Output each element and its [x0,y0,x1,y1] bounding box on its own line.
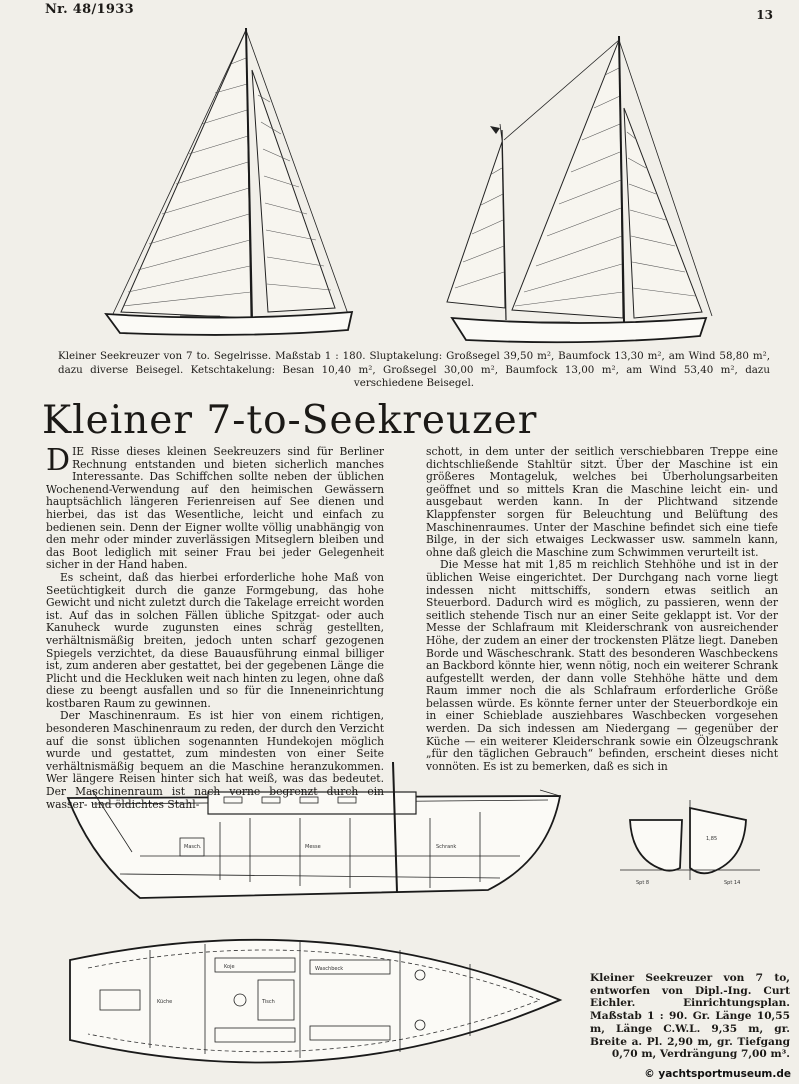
article-title: Kleiner 7-to-Seekreuzer [42,398,538,443]
paragraph-seaworthiness: Es scheint, daß das hierbei erforderliche hohe Maß von Seetüchtigkeit durch die ganze Formgebung, das hohe Gewicht und nicht zuletzt durch die Takelage erreicht worden ist. Auf das in solchen Fällen übliche Spitzgat- oder auch Kanuheck wurde zugunsten eines schräg gestellten, verhältnismäßig breiten, jedoch unten scharf gezogenen Spiegels verzichtet, da diese Bauausführung einmal billiger ist, zum anderen aber gestattet, bei der gegebenen Länge die Plicht und die Heckluken weit nach hinten zu legen, ohne daß diese zu beengt ausfallen und so für die Inneneinrichtung kostbaren Raum zu gewinnen. [46,570,384,710]
label-waschbeck: Waschbeck [315,966,344,972]
watermark: © yachtsportmuseum.de [644,1068,791,1080]
section-left [630,820,682,871]
label-tisch: Tisch [262,999,275,1005]
paragraph-messe: Die Messe hat mit 1,85 m reichlich Stehhöhe und ist in der üblichen Weise eingerichtet. Der Durchgang nach vorne liegt indessen nicht mittschiffs, sondern etwas seitlich an Steuerbord. Dadurch wird es möglich, zu passieren, wenn der seitlich stehende Tisch nur an einer Seite geklappt ist. Vor der Messe der Schlafraum mit Kleiderschrank von ausreichender Höhe, der zudem an einer der trockensten Plätze liegt. Daneben Borde und Wäscheschrank. Statt des besonderen Waschbeckens an Backbord könnte hier, wenn nötig, noch ein weiterer Schrank aufgestellt werden, der dann volle Stehhöhe hätte und dem Raum immer noch die als Schlafraum erforderliche Größe belassen würde. Es könnte ferner unter der Steuerbordkoje ein in einer Schieblade ausziehbares Waschbecken vorgesehen werden. Da sich indessen am Niedergang — gegenüber der Küche — ein weiterer Kleiderschrank sowie ein Ölzeugschrank „für den täglichen Gebrauch“ befinden, erscheint dieses nicht vonnöten. Es ist zu bemerken, daß es sich in [426,558,778,773]
label-koje: Koje [224,964,235,970]
paragraph-bulkhead: schott, in dem unter der seitlich verschiebbaren Treppe eine dichtschließende Stahltür sitzt. Über der Maschine ist ein größeres Montageluk, welches bei Überholungsarbeiten geöffnet und so mittels Kran die Maschine leicht ein- und ausgebaut werden kann. In der Plichtwand sitzende Klappfenster sorgen für Beleuchtung und Belüftung des Maschinenraumes. Unter der Maschine befindet sich eine tiefe Bilge, in der sich etwaiges Leckwasser usw. sammeln kann, ohne daß gleich die Maschine zum Schwimmen verurteilt ist. [426,445,778,559]
paragraph-engine-room: Der Maschinenraum. Es ist hier von einem richtigen, besonderen Maschinenraum zu reden, der durch den Verzicht auf die sonst üblichen sogenannten Hundekojen möglich wurde und gestattet, zum mindesten von einer Seite verhältnismäßig bequem an die Maschine heranzukommen. Wer längere Reisen hinter sich hat weiß, was das bedeutet. Der Maschinenraum ist nach vorne begrenzt durch ein wasser- und öldichtes Stahl- [46,709,384,811]
section-right [690,808,746,873]
paragraph-intro [46,443,384,572]
label-schrank-profile: Schrank [436,844,457,850]
ketch-drawing [447,36,712,342]
article-column-right [426,446,778,773]
paragraph-intro-text: IE Risse dieses kleinen Seekreuzers sind für Berliner Rechnung entstanden und bieten sicherlich manches Interessante. Das Schiffchen sollte neben der üblichen Wochenend-Verwendung auf den heimischen Gewässern hauptsächlich längeren Ferienreisen auf See dienen und hierbei, das ist das Wesentliche, leicht und einfach zu bedienen sein. Denn der Eigner wollte völlig unabhängig von den mehr oder minder zuverlässigen Mitseglern bleiben und das Boot lediglich mit seiner Frau bei jeder Gelegenheit sicher in der Hand haben. [46,445,384,572]
deck-plan [70,940,560,1063]
svg-text:Masch.: Masch. [184,844,202,850]
ketch-flag [490,126,500,134]
ketch-mainsail [512,40,623,318]
ketch-mizzen-sail [447,142,505,308]
section-height-label: 1,85 [706,836,718,842]
sloop-drawing [106,28,352,335]
ketch-hull [452,318,706,342]
cross-sections [620,800,760,886]
section-right-label: Spt 14 [724,880,741,886]
issue-number: Nr. 48/1933 [45,2,134,17]
caption-layout-plan: Kleiner Seekreuzer von 7 to, entworfen von Dipl.-Ing. Curt Eichler. Einrichtungsplan. Maßstab 1 : 90. Gr. Länge 10,55 m, Länge C.W.L. 9,35 m, gr. Breite a. Pl. 2,90 m, gr. Tiefgang 0,70 m, Verdrängung 7,00 m³. [590,972,790,1061]
article-column-left [46,443,384,811]
page-number: 13 [756,8,773,22]
caption-sail-plans: Kleiner Seekreuzer von 7 to. Segelrisse. Maßstab 1 : 180. Sluptakelung: Großsegel 39,50 m², Baumfock 13,30 m², am Wind 58,80 m², dazu diverse Beisegel. Ketschtakelung: Besan 10,40 m², Großsegel 30,00 m², Baumfock 13,00 m², am Wind 53,40 m², dazu verschiedene Beisegel. [58,350,770,389]
sloop-mainsail [121,30,251,318]
ketch-foresail [624,108,702,318]
sloop-foresail [252,70,335,312]
label-messe-profile: Messe [305,844,321,850]
section-left-label: Spt 8 [636,880,650,886]
label-kueche: Küche [157,999,173,1005]
drop-cap: D [46,443,71,478]
